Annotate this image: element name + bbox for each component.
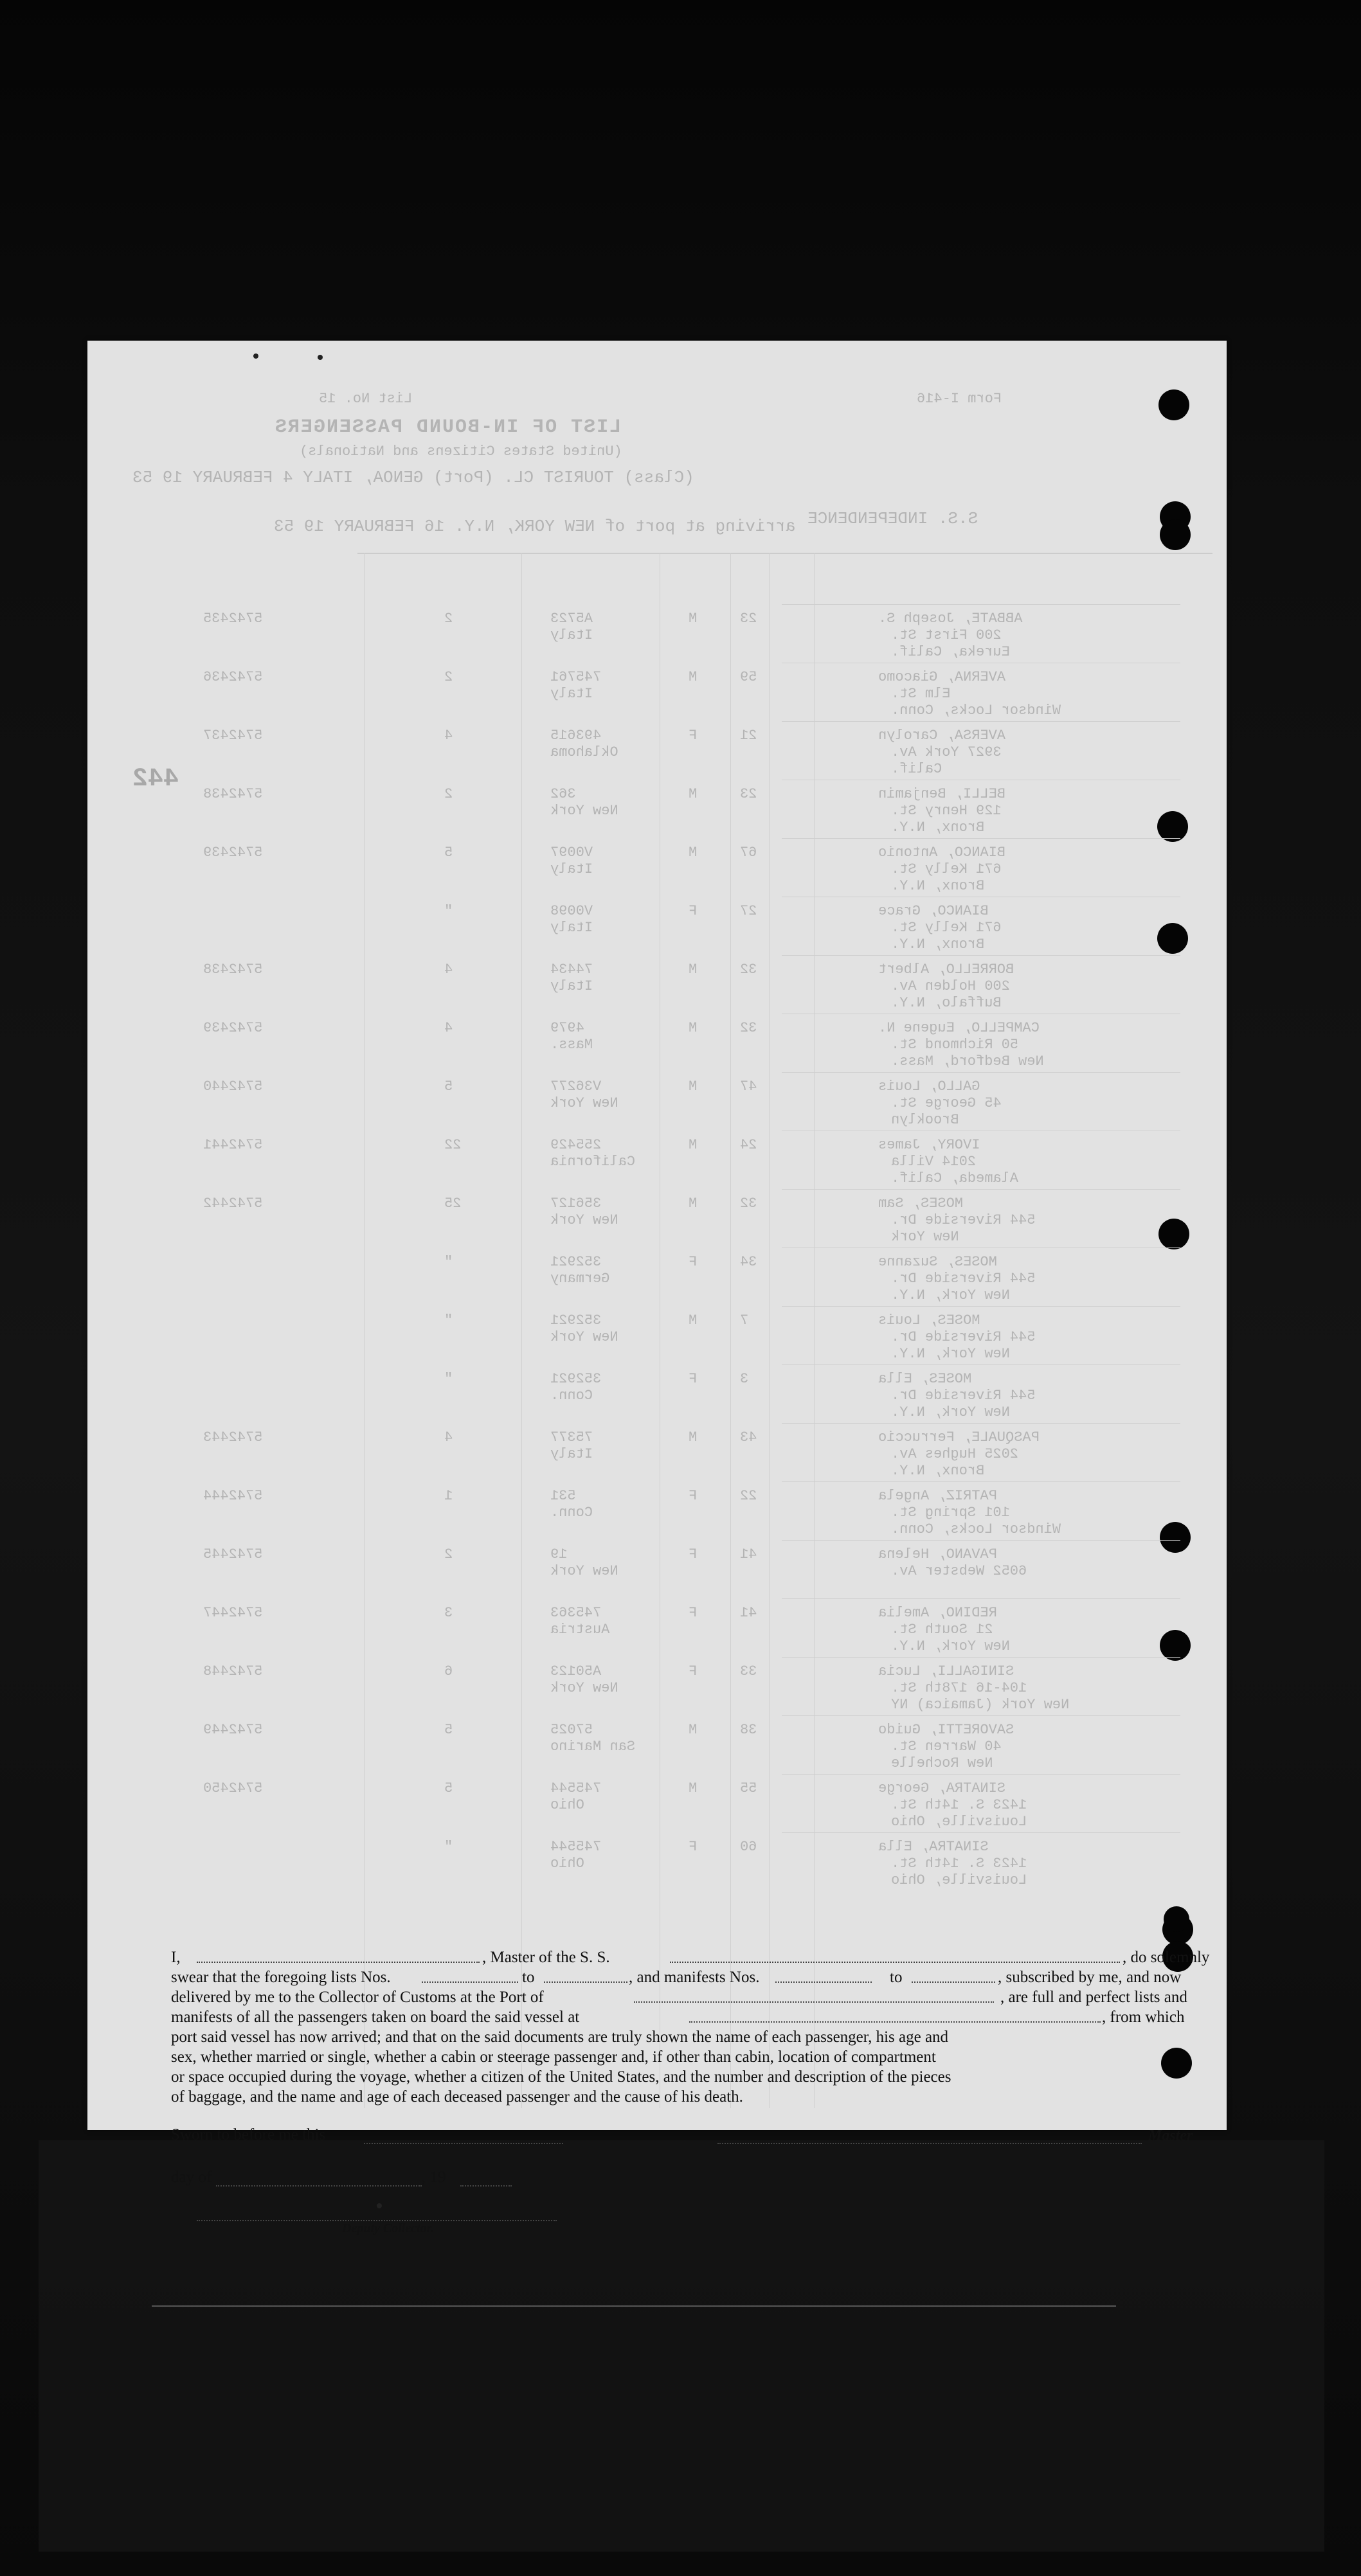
ghost-cell-age: 43 [740, 1429, 757, 1445]
ghost-cell-doc: 255429 [550, 1137, 602, 1153]
ghost-cell-pieces: 5 [444, 1722, 453, 1738]
oath-line-5: port said vessel has now arrived; and that on the said documents are truly shown the name of each passenger, his age and [171, 2028, 949, 2046]
ghost-cell-addr2: New York, N.Y. [891, 1346, 1010, 1362]
ghost-cell-file: 5742442 [203, 1195, 263, 1212]
ghost-cell-addr2: Calif. [891, 761, 942, 777]
ghost-cell-doc: A50123 [550, 1663, 602, 1679]
ghost-cell-addr1: 104-16 178th St. [891, 1680, 1027, 1696]
oath-to: to [522, 1969, 535, 1986]
ghost-cell-doc: 352921 [550, 1254, 602, 1270]
ghost-subtitle: (United States Citizens and Nationals) [300, 443, 622, 460]
ghost-cell-sex: F [689, 1839, 698, 1855]
ghost-cell-doc2: New York [550, 1563, 618, 1579]
ghost-cell-addr1: 2025 Hughes Av. [891, 1446, 1019, 1462]
ghost-cell-name: MOSES, Suzanne [878, 1254, 997, 1270]
ghost-cell-addr2: Louisville, Ohio [891, 1814, 1027, 1830]
ghost-cell-doc: 352921 [550, 1312, 602, 1328]
ghost-cell-doc: V0098 [550, 903, 593, 919]
ghost-row-rule [782, 1774, 1180, 1775]
ghost-cell-doc: 19 [550, 1546, 568, 1562]
ghost-cell-sex: M [689, 1195, 698, 1212]
ink-mark [318, 355, 323, 360]
ghost-cell-addr1: 129 Henry St. [891, 803, 1002, 819]
oath-to-2: to [890, 1969, 903, 1986]
ghost-cell-age: 67 [740, 845, 757, 861]
ghost-cell-name: SINATRA, George [878, 1780, 1006, 1796]
ghost-cell-doc2: San Marino [550, 1739, 636, 1755]
ghost-cell-doc2: Ohio [550, 1797, 584, 1813]
ghost-cell-sex: F [689, 1546, 698, 1562]
oath-line-8: of baggage, and the name and age of each deceased passenger and the cause of his death. [171, 2088, 743, 2106]
ghost-row-rule [782, 1364, 1180, 1365]
oath-blank-list-from [422, 1981, 518, 1983]
oath-full-perfect: , are full and perfect lists and [1000, 1989, 1187, 2006]
day-of-blank [216, 2185, 422, 2187]
ghost-cell-addr1: 45 George St. [891, 1095, 1002, 1111]
ghost-cell-name: GALLO, Louis [878, 1078, 980, 1095]
ghost-cell-file: 5742447 [203, 1605, 263, 1621]
ghost-cell-sex: F [689, 1254, 698, 1270]
ghost-cell-file: 5742444 [203, 1488, 263, 1504]
master-label: Master [1148, 2127, 1193, 2144]
ghost-cell-addr2: New York, N.Y. [891, 1638, 1010, 1654]
ghost-cell-file: 5742435 [203, 611, 263, 627]
ghost-cell-pieces: 4 [444, 1429, 453, 1445]
oath-line-3 [171, 1987, 1212, 2007]
ghost-cell-age: 41 [740, 1605, 757, 1621]
ghost-cell-addr1: Elm St. [891, 686, 951, 702]
ghost-cell-addr2: New Rochelle [891, 1755, 993, 1771]
ghost-cell-doc: 745761 [550, 669, 602, 685]
ghost-cell-pieces: 2 [444, 1546, 453, 1562]
ghost-cell-pieces: 2 [444, 786, 453, 802]
ghost-cell-pieces: 2 [444, 611, 453, 627]
ghost-cell-pieces: 2 [444, 669, 453, 685]
ghost-cell-doc: V36277 [550, 1078, 602, 1095]
ghost-cell-addr2: Windsor Locks, Conn. [891, 1521, 1061, 1537]
ghost-cell-name: MOSES, Sam [878, 1195, 964, 1212]
ghost-cell-age: 24 [740, 1137, 757, 1153]
ghost-cell-age: 27 [740, 903, 757, 919]
ghost-cell-age: 22 [740, 1488, 757, 1504]
oath-manifests-all: manifests of all the passengers taken on board the said vessel at [171, 2008, 580, 2026]
ghost-cell-name: AVERSA, Carolyn [878, 728, 1006, 744]
punch-hole [1158, 1219, 1189, 1249]
oath-master-of: , Master of the S. S. [482, 1949, 610, 1966]
ghost-cell-doc: 352921 [550, 1371, 602, 1387]
ghost-cell-pieces: 4 [444, 728, 453, 744]
ghost-cell-doc: 531 [550, 1488, 576, 1504]
ghost-cell-doc2: Italy [550, 920, 593, 936]
ghost-cell-name: BIANCO, Antonio [878, 845, 1006, 861]
ghost-cell-doc2: Oklahoma [550, 744, 618, 760]
ghost-cell-name: IVORY, James [878, 1137, 980, 1153]
ghost-cell-addr1: 200 Holden Av. [891, 978, 1010, 994]
ghost-form-no: Form I-416 [917, 391, 1002, 407]
ghost-row-rule [782, 1598, 1180, 1599]
ghost-cell-addr2: New York (Jamaica) NY [891, 1697, 1070, 1713]
ghost-cell-name: BORRELLO, Albert [878, 962, 1014, 978]
ghost-cell-addr2: Bronx, N.Y. [891, 878, 985, 894]
background-shadow [39, 2140, 1324, 2552]
ghost-cell-name: SINATRA, Ella [878, 1839, 989, 1855]
ghost-cell-file: 5742438 [203, 786, 263, 802]
ghost-cell-doc: 745363 [550, 1605, 602, 1621]
ghost-cell-doc: 745544 [550, 1780, 602, 1796]
ghost-cell-doc: 75377 [550, 1429, 593, 1445]
ghost-cell-age: 59 [740, 669, 757, 685]
ghost-cell-doc2: Italy [550, 861, 593, 877]
ghost-cell-pieces: " [444, 1371, 453, 1387]
ghost-cell-name: CAMPELLO, Eugene N. [878, 1020, 1040, 1036]
ghost-cell-doc2: Conn. [550, 1388, 593, 1404]
oath-line-6: sex, whether married or single, whether a cabin or steerage passenger and, if other than cabin, location of compartment [171, 2048, 936, 2066]
ghost-cell-sex: M [689, 1722, 698, 1738]
ghost-cell-doc2: Germany [550, 1271, 610, 1287]
master-signature-blank [717, 2143, 1142, 2144]
ghost-vessel: S.S. INDEPENDENCE [807, 509, 978, 528]
ghost-cell-doc: 493615 [550, 728, 602, 744]
ghost-cell-pieces: 5 [444, 1780, 453, 1796]
ghost-cell-addr2: Brooklyn [891, 1112, 959, 1128]
ghost-column-line [814, 553, 815, 2108]
ghost-cell-addr1: 544 Riverside Dr. [891, 1212, 1036, 1228]
year-blank [460, 2185, 512, 2187]
ghost-cell-addr1: 544 Riverside Dr. [891, 1388, 1036, 1404]
ghost-cell-sex: M [689, 1078, 698, 1095]
ghost-cell-age: 32 [740, 1020, 757, 1036]
oath-line-1 [171, 1947, 1212, 1967]
oath-line-7: or space occupied during the voyage, whether a citizen of the United States, and the number and description of the pieces [171, 2068, 951, 2086]
ghost-table-header-rule [357, 553, 1212, 554]
ghost-cell-pieces: " [444, 1839, 453, 1855]
ghost-cell-name: AVERNA, Giacomo [878, 669, 1006, 685]
oath-delivered: delivered by me to the Collector of Customs at the Port of [171, 1989, 544, 2006]
ghost-cell-doc: A5723 [550, 611, 593, 627]
oath-line-2 [171, 1967, 1212, 1987]
ghost-cell-addr1: 671 Kelly St. [891, 861, 1002, 877]
ghost-row-rule [782, 1832, 1180, 1833]
ghost-cell-addr1: 21 South St. [891, 1622, 993, 1638]
ghost-cell-addr2: Windsor Locks, Conn. [891, 702, 1061, 719]
ghost-cell-addr1: 2014 Villa [891, 1154, 977, 1170]
ghost-arriving-line: arriving at port of NEW YORK, N.Y. 16 FEBRUARY 19 53 [274, 517, 796, 536]
ghost-row-rule [782, 1481, 1180, 1482]
ghost-cell-doc: 362 [550, 786, 576, 802]
ghost-cell-addr1: 40 Warren St. [891, 1739, 1002, 1755]
ghost-cell-sex: F [689, 1605, 698, 1621]
ghost-cell-addr2: Buffalo, N.Y. [891, 995, 1002, 1011]
oath-solemnly: , do solemnly [1122, 1949, 1210, 1966]
oath-blank-name [197, 1962, 480, 1963]
ghost-cell-file: 5742440 [203, 1078, 263, 1095]
ghost-cell-doc2: Italy [550, 627, 593, 643]
punch-hole [1160, 519, 1191, 550]
oath-line-4 [171, 2007, 1212, 2027]
ghost-cell-sex: F [689, 1488, 698, 1504]
ghost-cell-sex: F [689, 728, 698, 744]
ghost-cell-sex: M [689, 845, 698, 861]
ghost-row-rule [782, 838, 1180, 839]
ghost-cell-pieces: " [444, 903, 453, 919]
ghost-cell-addr2: Eureka, Calif. [891, 644, 1010, 660]
ghost-cell-doc2: New York [550, 1095, 618, 1111]
ghost-cell-addr2: Louisville, Ohio [891, 1872, 1027, 1888]
document-page [87, 341, 1227, 2235]
ghost-cell-file: 5742438 [203, 962, 263, 978]
ghost-cell-addr1: 6052 Webster Av. [891, 1563, 1027, 1579]
ghost-cell-doc: 4979 [550, 1020, 584, 1036]
ghost-cell-pieces: 4 [444, 1020, 453, 1036]
ghost-row-rule [782, 955, 1180, 956]
ghost-cell-name: SINIGALLI, Lucia [878, 1663, 1014, 1679]
ghost-cell-addr1: 544 Riverside Dr. [891, 1271, 1036, 1287]
ghost-cell-doc2: Ohio [550, 1856, 584, 1872]
ink-mark [377, 2203, 382, 2208]
oath-manifests-nos: , and manifests Nos. [629, 1969, 760, 1986]
ghost-cell-name: PAVANO, Helena [878, 1546, 997, 1562]
ghost-cell-doc2: Italy [550, 686, 593, 702]
oath-blank-manifest-from [775, 1981, 872, 1983]
ghost-cell-file: 5742449 [203, 1722, 263, 1738]
ghost-cell-pieces: " [444, 1254, 453, 1270]
ghost-cell-sex: M [689, 1137, 698, 1153]
deputy-collector-label: Deputy Collector. [342, 2221, 435, 2235]
ghost-cell-sex: M [689, 669, 698, 685]
ghost-cell-age: 34 [740, 1254, 757, 1270]
ghost-cell-sex: M [689, 1780, 698, 1796]
ghost-cell-name: ABBATE, Joseph S. [878, 611, 1023, 627]
day-of-label: day of [171, 2169, 212, 2186]
punch-hole [1160, 1522, 1191, 1553]
ghost-cell-addr2: New Bedford, Mass. [891, 1053, 1044, 1069]
ghost-class-line: (Class) TOURIST CL. (Port) GENOA, ITALY 4 FEBRUARY 19 53 [132, 468, 694, 487]
punch-hole [1157, 811, 1188, 842]
ghost-cell-addr1: 1423 S. 14th St. [891, 1856, 1027, 1872]
ghost-stamp: 442 [132, 765, 179, 794]
ghost-cell-sex: M [689, 1429, 698, 1445]
ghost-cell-pieces: 1 [444, 1488, 453, 1504]
ghost-cell-file: 5742445 [203, 1546, 263, 1562]
ghost-cell-addr2: Bronx, N.Y. [891, 1463, 985, 1479]
ghost-cell-doc2: New York [550, 1329, 618, 1345]
ghost-cell-age: 60 [740, 1839, 757, 1855]
ghost-cell-addr1: 3927 York Av. [891, 744, 1002, 760]
ghost-cell-doc2: Conn. [550, 1505, 593, 1521]
ghost-cell-age: 7 [740, 1312, 749, 1328]
ghost-cell-addr1: 544 Riverside Dr. [891, 1329, 1036, 1345]
ghost-cell-age: 38 [740, 1722, 757, 1738]
ghost-cell-age: 32 [740, 1195, 757, 1212]
ghost-cell-doc2: New York [550, 1212, 618, 1228]
ghost-cell-doc2: New York [550, 1680, 618, 1696]
ghost-column-line [730, 553, 731, 2108]
oath-blank-vessel [670, 1962, 1120, 1963]
oath-blank-departure-port [689, 2021, 1101, 2023]
ghost-cell-age: 55 [740, 1780, 757, 1796]
ghost-row-rule [782, 1306, 1180, 1307]
punch-hole [1160, 1630, 1191, 1661]
bottom-rule [152, 2305, 1116, 2307]
ghost-cell-age: 3 [740, 1371, 749, 1387]
oath-subscribed: , subscribed by me, and now [998, 1969, 1182, 1986]
ghost-cell-sex: F [689, 1371, 698, 1387]
oath-from-which: , from which [1102, 2008, 1185, 2026]
ghost-cell-file: 5742439 [203, 845, 263, 861]
ghost-cell-name: REDINO, Amelia [878, 1605, 997, 1621]
ghost-cell-file: 5742439 [203, 1020, 263, 1036]
ghost-row-rule [782, 1657, 1180, 1658]
ghost-cell-doc2: Austria [550, 1622, 610, 1638]
sworn-date-blank [364, 2143, 563, 2144]
ghost-cell-addr1: 200 First St. [891, 627, 1002, 643]
ghost-row-rule [782, 1715, 1180, 1716]
ghost-row-rule [782, 604, 1180, 605]
ghost-cell-doc2: New York [550, 803, 618, 819]
ghost-cell-doc: V0097 [550, 845, 593, 861]
ghost-cell-sex: M [689, 611, 698, 627]
ghost-cell-addr1: 671 Kelly St. [891, 920, 1002, 936]
ghost-cell-addr2: New York [891, 1229, 959, 1245]
ghost-cell-file: 5742448 [203, 1663, 263, 1679]
punch-hole [1164, 1906, 1189, 1932]
oath-i: I, [171, 1949, 181, 1966]
oath-lists-nos: swear that the foregoing lists Nos. [171, 1969, 391, 1986]
ghost-cell-pieces: 5 [444, 1078, 453, 1095]
ghost-row-rule [782, 1189, 1180, 1190]
ghost-cell-name: PASQUALE, Ferruccio [878, 1429, 1040, 1445]
ghost-cell-pieces: 4 [444, 962, 453, 978]
ghost-cell-doc: 74434 [550, 962, 593, 978]
ghost-cell-file: 5742450 [203, 1780, 263, 1796]
ghost-cell-doc2: Italy [550, 978, 593, 994]
ghost-cell-age: 32 [740, 962, 757, 978]
ghost-cell-name: BELLI, Benjamin [878, 786, 1006, 802]
ghost-cell-doc: 356127 [550, 1195, 602, 1212]
ghost-row-rule [782, 1072, 1180, 1073]
ghost-cell-doc2: Italy [550, 1446, 593, 1462]
punch-hole [1158, 389, 1189, 420]
ghost-cell-file: 5742436 [203, 669, 263, 685]
ghost-row-rule [782, 1540, 1180, 1541]
oath-paragraph [171, 1947, 1212, 2107]
punch-hole [1157, 923, 1188, 954]
ghost-cell-addr1: 50 Richmond St. [891, 1037, 1019, 1053]
ghost-cell-file: 5742443 [203, 1429, 263, 1445]
ghost-cell-age: 21 [740, 728, 757, 744]
ghost-cell-pieces: 25 [444, 1195, 462, 1212]
ghost-cell-pieces: " [444, 1312, 453, 1328]
ghost-cell-addr2: New York, N.Y. [891, 1404, 1010, 1420]
ghost-cell-pieces: 22 [444, 1137, 462, 1153]
ghost-cell-sex: F [689, 903, 698, 919]
ghost-cell-name: MOSES, Ella [878, 1371, 972, 1387]
sworn-label: Sworn to before me this [171, 2126, 326, 2143]
ghost-cell-addr2: Bronx, N.Y. [891, 819, 985, 836]
ghost-list-no: List No. 15 [319, 391, 413, 407]
ink-mark [253, 353, 258, 359]
ghost-cell-addr2: New York, N.Y. [891, 1287, 1010, 1303]
ghost-cell-age: 23 [740, 611, 757, 627]
ghost-cell-sex: M [689, 786, 698, 802]
ghost-cell-addr2: Alameda, Calif. [891, 1170, 1019, 1186]
ghost-cell-addr1: 1423 S. 14th St. [891, 1797, 1027, 1813]
ghost-cell-sex: F [689, 1663, 698, 1679]
ghost-cell-age: 41 [740, 1546, 757, 1562]
ghost-cell-sex: M [689, 1312, 698, 1328]
ghost-cell-sex: M [689, 1020, 698, 1036]
ghost-row-rule [782, 1423, 1180, 1424]
ghost-cell-age: 23 [740, 786, 757, 802]
ghost-cell-file: 5742441 [203, 1137, 263, 1153]
year-label: , 19 [422, 2169, 446, 2186]
ghost-cell-doc: 57025 [550, 1722, 593, 1738]
ghost-title: LIST OF IN-BOUND PASSENGERS [274, 416, 622, 438]
oath-blank-manifest-to [912, 1981, 995, 1983]
ghost-cell-file: 5742437 [203, 728, 263, 744]
ghost-cell-pieces: 5 [444, 845, 453, 861]
ghost-cell-pieces: 6 [444, 1663, 453, 1679]
ghost-cell-sex: M [689, 962, 698, 978]
ghost-cell-age: 33 [740, 1663, 757, 1679]
oath-blank-list-to [544, 1981, 627, 1983]
ghost-cell-doc2: California [550, 1154, 636, 1170]
ghost-cell-pieces: 3 [444, 1605, 453, 1621]
ghost-cell-doc2: Mass. [550, 1037, 593, 1053]
ghost-cell-name: MOSES, Louis [878, 1312, 980, 1328]
ghost-cell-name: PATRIZ, Angela [878, 1488, 997, 1504]
ghost-cell-addr1: 101 Spring St. [891, 1505, 1010, 1521]
ghost-cell-age: 47 [740, 1078, 757, 1095]
ghost-cell-name: SAVORETTI, Guido [878, 1722, 1014, 1738]
ghost-column-line [521, 553, 522, 2108]
oath-blank-port [634, 2001, 994, 2003]
ghost-row-rule [782, 721, 1180, 722]
ghost-column-line [769, 553, 770, 2108]
ghost-cell-doc: 745544 [550, 1839, 602, 1855]
ghost-cell-name: BIANCO, Grace [878, 903, 989, 919]
ghost-cell-addr2: Bronx, N.Y. [891, 936, 985, 953]
ghost-column-line [364, 553, 365, 2108]
